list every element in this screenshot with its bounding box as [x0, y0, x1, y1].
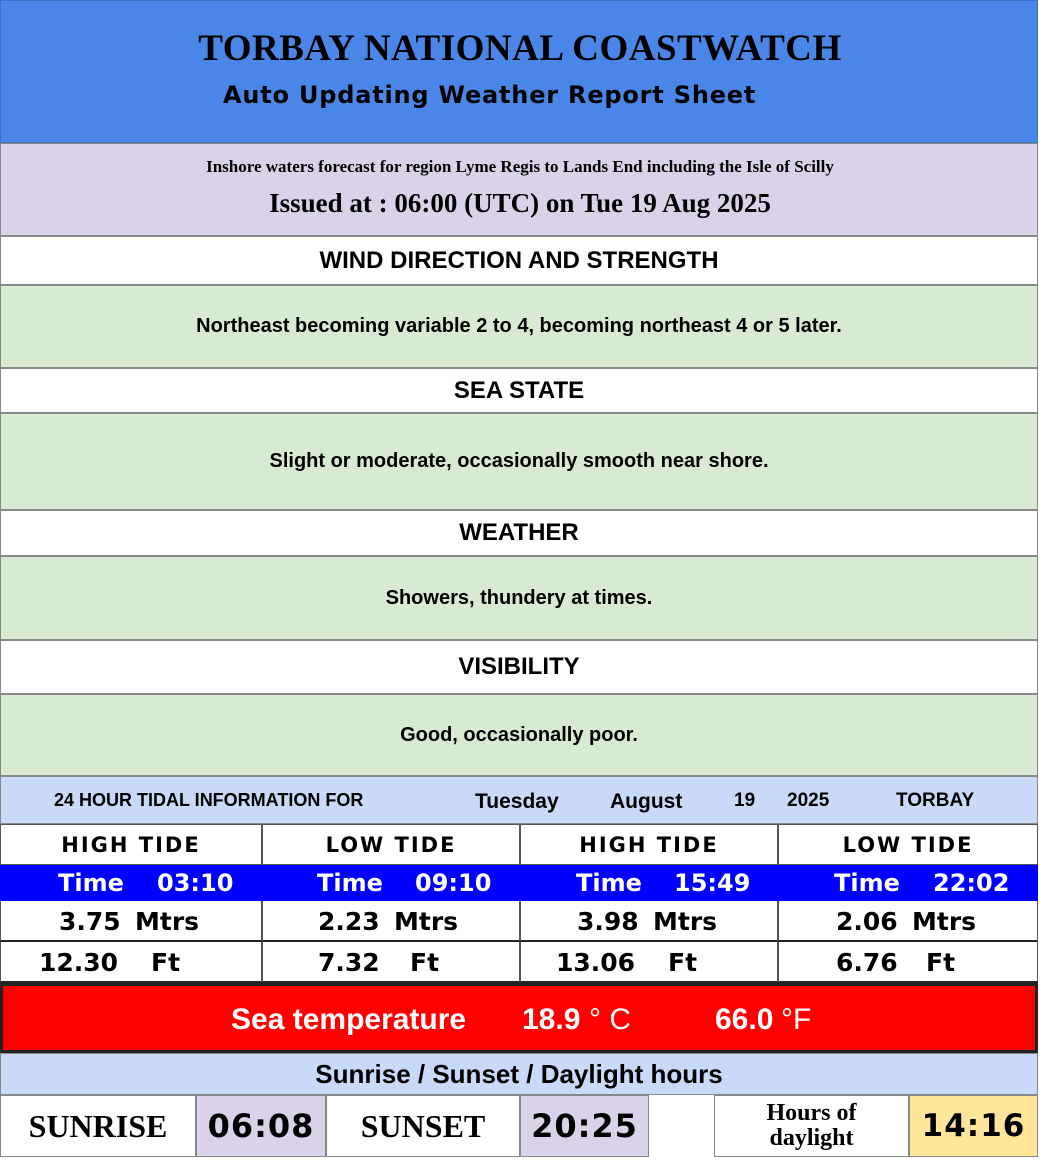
daylight-label-line: Hours of — [766, 1100, 857, 1126]
tidal-month: August — [610, 790, 683, 813]
page-title: TORBAY NATIONAL COASTWATCH — [198, 28, 842, 69]
tide-feet-unit: Ft — [151, 948, 181, 977]
celsius-unit: ° C — [589, 1003, 631, 1036]
forecast-region: Inshore waters forecast for region Lyme Regis to Lands End including the Isle of Scilly — [206, 157, 834, 176]
report-header — [0, 0, 1038, 143]
tide-metres-value: 3.98 — [577, 907, 639, 936]
page-subtitle: Auto Updating Weather Report Sheet — [223, 81, 757, 109]
tide-time-label: Time — [834, 869, 900, 897]
fahrenheit-unit: °F — [781, 1003, 812, 1036]
sea-temperature-banner — [0, 983, 1038, 1053]
sunrise-label: SUNRISE — [0, 1095, 196, 1157]
wind-text: Northeast becoming variable 2 to 4, becoming northeast 4 or 5 later. — [0, 285, 1038, 368]
issued-time: Issued at : 06:00 (UTC) on Tue 19 Aug 2025 — [269, 188, 771, 218]
tidal-year: 2025 — [787, 790, 830, 811]
forecast-issued-panel — [0, 143, 1038, 236]
tide-type-header: LOW TIDE — [778, 824, 1038, 865]
tide-type-header: HIGH TIDE — [520, 824, 778, 865]
tide-feet-value: 13.06 — [556, 948, 636, 977]
sea-state-text: Slight or moderate, occasionally smooth near shore. — [0, 413, 1038, 510]
sun-heading: Sunrise / Sunset / Daylight hours — [0, 1053, 1038, 1095]
tide-metres-value: 2.06 — [836, 907, 898, 936]
tidal-info-bar — [0, 776, 1038, 824]
visibility-text: Good, occasionally poor. — [0, 694, 1038, 776]
sunset-label: SUNSET — [326, 1095, 520, 1157]
tide-feet-value: 12.30 — [39, 948, 119, 977]
sunrise-time: 06:08 — [196, 1095, 326, 1157]
tide-time-label: Time — [317, 869, 383, 897]
tide-time: 15:49 — [674, 869, 751, 897]
tide-height-feet — [778, 942, 1038, 983]
visibility-heading: VISIBILITY — [0, 640, 1038, 694]
sea-temperature-fahrenheit: 66.0 — [715, 1003, 774, 1036]
tide-time: 03:10 — [157, 869, 234, 897]
tidal-location: TORBAY — [896, 790, 975, 811]
tide-metres-unit: Mtrs — [135, 907, 200, 936]
tidal-date: 19 — [734, 790, 756, 811]
tide-feet-unit: Ft — [668, 948, 698, 977]
tide-height-feet — [0, 942, 262, 983]
tidal-day: Tuesday — [475, 790, 559, 813]
daylight-label — [714, 1095, 909, 1157]
tide-height-feet — [520, 942, 778, 983]
tide-time: 09:10 — [415, 869, 492, 897]
tide-height-metres — [0, 901, 262, 942]
tide-type-header: HIGH TIDE — [0, 824, 262, 865]
tide-time-row — [0, 865, 1038, 901]
tide-metres-value: 2.23 — [318, 907, 380, 936]
tide-metres-unit: Mtrs — [653, 907, 718, 936]
tidal-label: 24 HOUR TIDAL INFORMATION FOR — [54, 790, 364, 810]
tide-feet-unit: Ft — [410, 948, 440, 977]
tide-time: 22:02 — [933, 869, 1010, 897]
daylight-hours: 14:16 — [909, 1095, 1038, 1157]
tide-type-header: LOW TIDE — [262, 824, 520, 865]
daylight-label-line: daylight — [769, 1125, 854, 1151]
tide-time-label: Time — [576, 869, 642, 897]
weather-text: Showers, thundery at times. — [0, 556, 1038, 640]
tide-time-label: Time — [58, 869, 124, 897]
tide-feet-value: 7.32 — [318, 948, 380, 977]
tide-height-metres — [778, 901, 1038, 942]
sunset-time: 20:25 — [520, 1095, 649, 1157]
tide-feet-value: 6.76 — [836, 948, 898, 977]
tide-metres-unit: Mtrs — [394, 907, 459, 936]
tide-metres-unit: Mtrs — [912, 907, 977, 936]
tide-height-feet — [262, 942, 520, 983]
tide-height-metres — [262, 901, 520, 942]
tide-height-metres — [520, 901, 778, 942]
tide-metres-value: 3.75 — [59, 907, 121, 936]
sea-temperature-celsius: 18.9 — [522, 1003, 581, 1036]
weather-heading: WEATHER — [0, 510, 1038, 556]
sea-temperature-label: Sea temperature — [231, 1003, 467, 1036]
wind-heading: WIND DIRECTION AND STRENGTH — [0, 236, 1038, 285]
sea-state-heading: SEA STATE — [0, 368, 1038, 413]
tide-feet-unit: Ft — [926, 948, 956, 977]
